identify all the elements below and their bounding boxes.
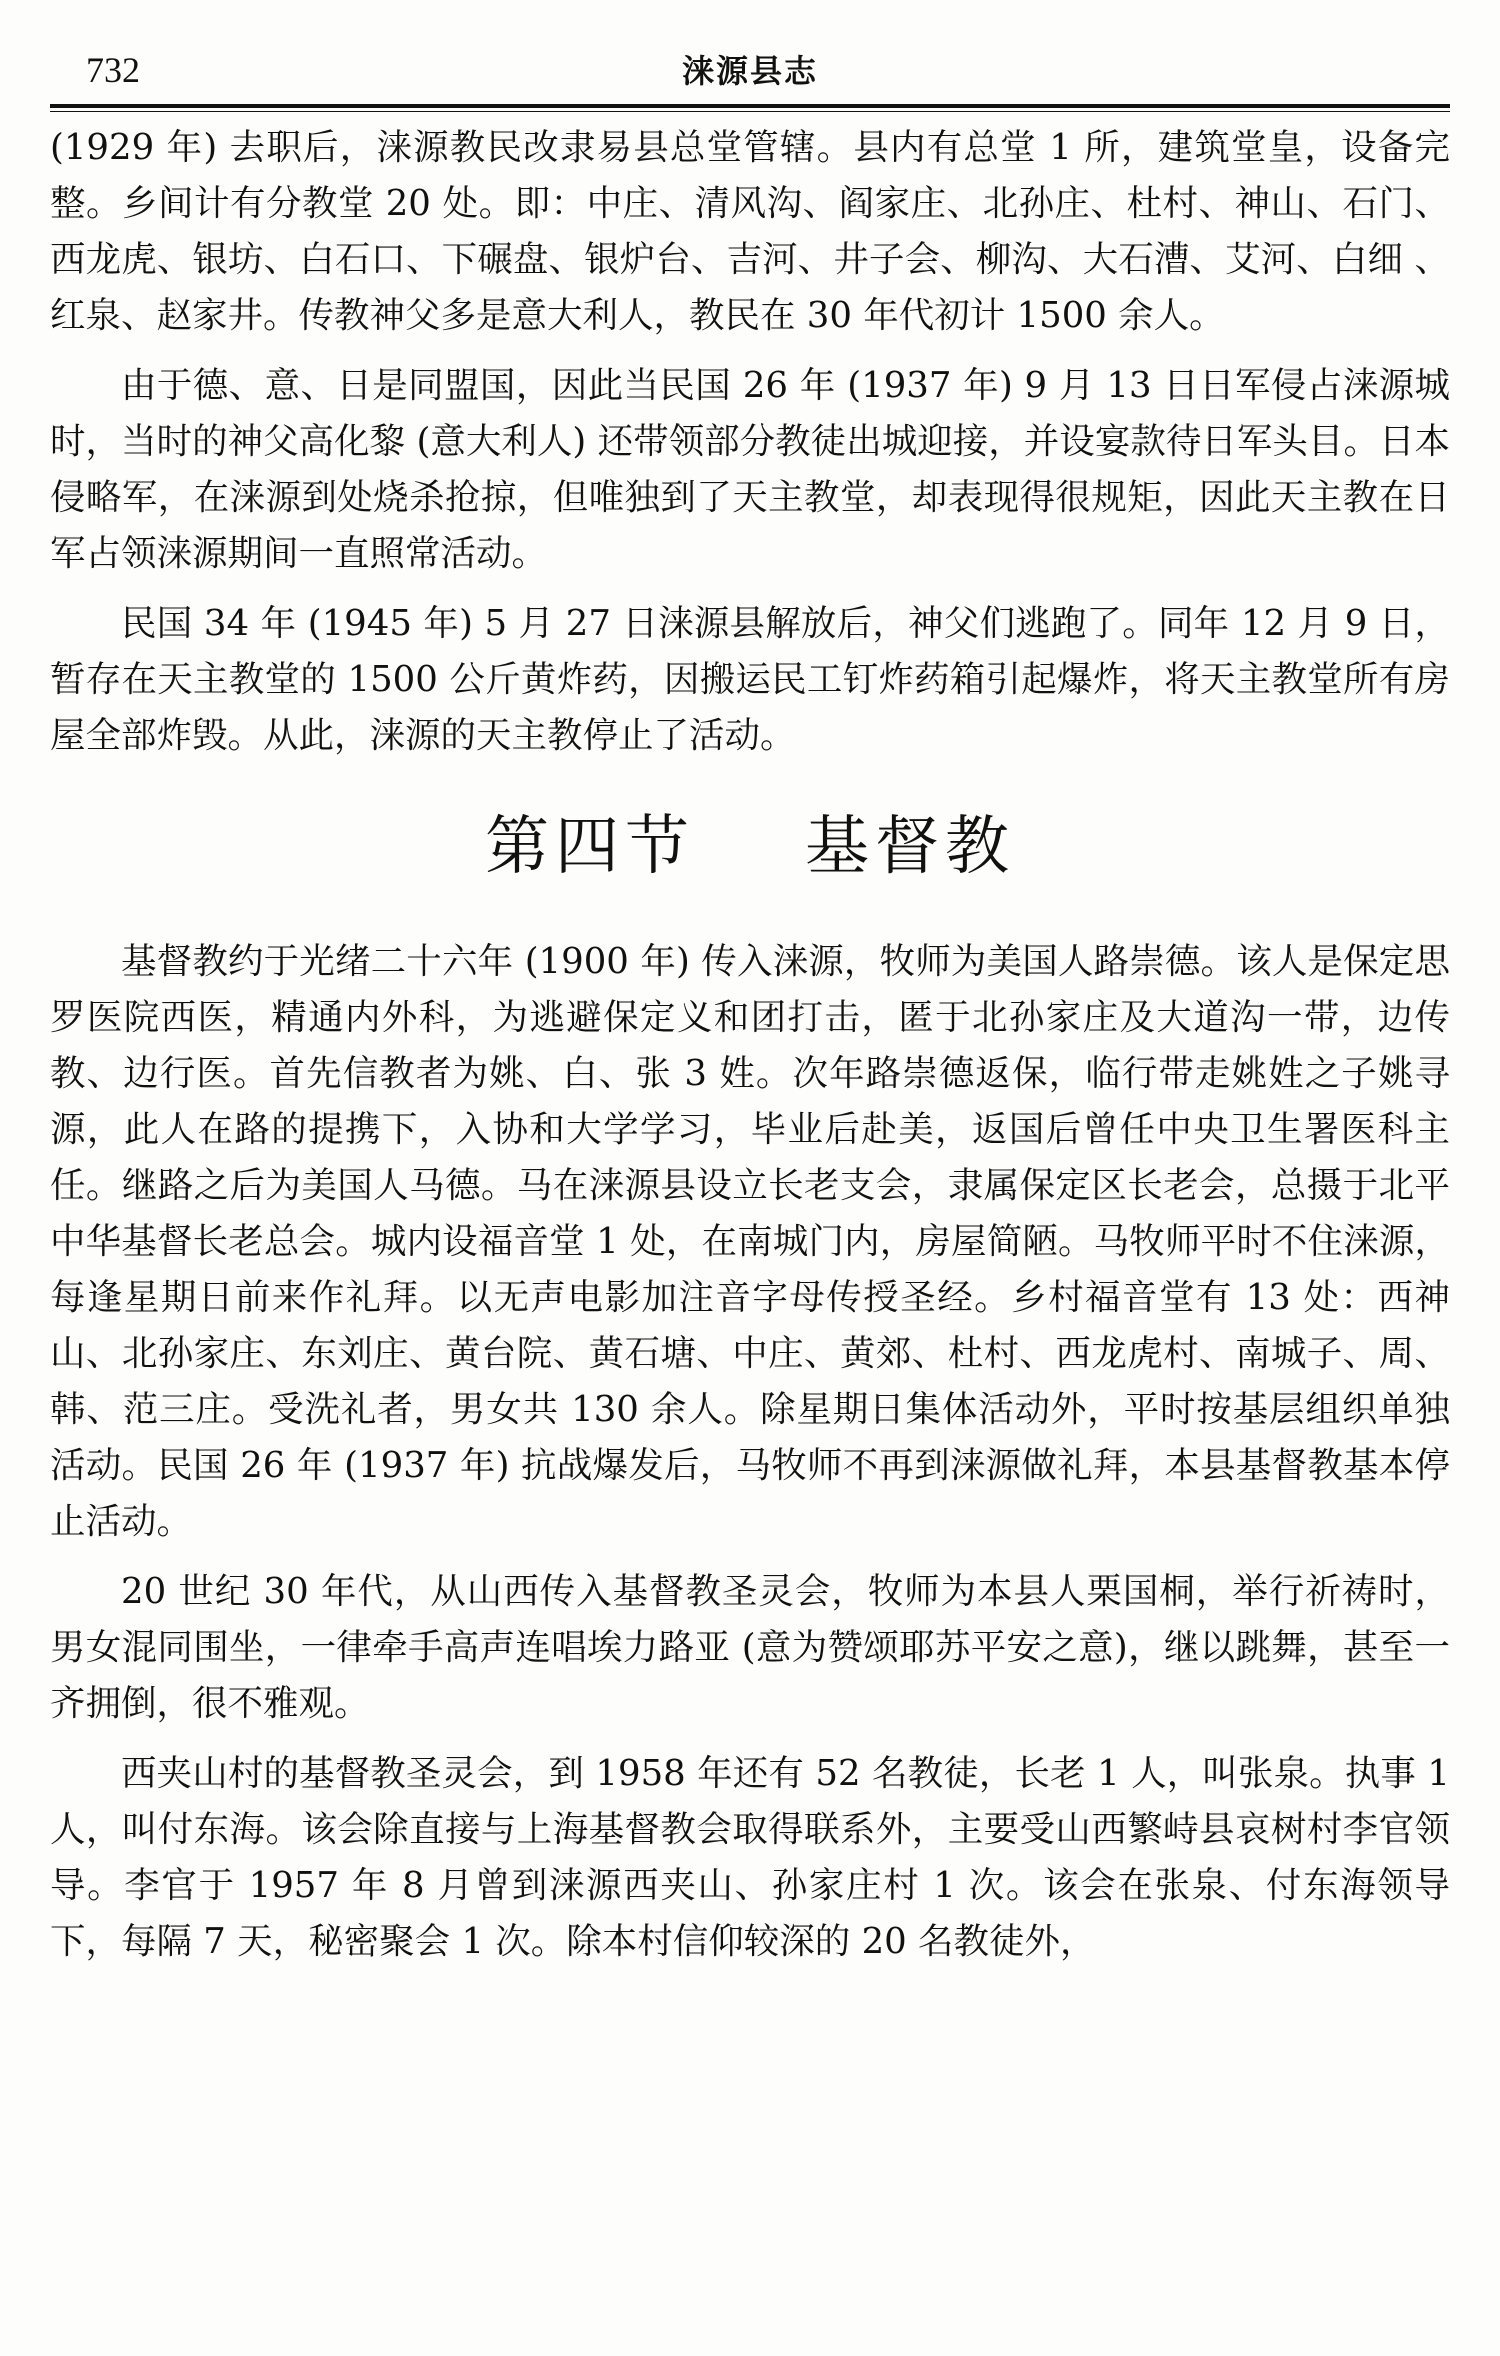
header-rule-thin — [50, 111, 1450, 112]
paragraph: 由于德、意、日是同盟国，因此当民国 26 年 (1937 年) 9 月 13 日日军侵占涞源城时，当时的神父高化黎 (意大利人) 还带领部分教徒出城迎接，并设宴款待日军头目。日本侵略军，在涞源到处烧杀抢掠，但唯独到了天主教堂，却表现得很规矩，因此天主教在日军占领涞源期间一直照常活动。 — [50, 365, 1450, 574]
section-number: 第四节 — [485, 810, 695, 884]
paragraph: 20 世纪 30 年代，从山西传入基督教圣灵会，牧师为本县人栗国桐，举行祈祷时，男女混同围坐，一律牵手高声连唱埃力路亚 (意为赞颂耶苏平安之意)，继以跳舞，甚至一齐拥倒，很不雅观。 — [50, 1571, 1450, 1724]
section-name: 基督教 — [805, 810, 1015, 884]
paragraph: 西夹山村的基督教圣灵会，到 1958 年还有 52 名教徒，长老 1 人，叫张泉。执事 1 人，叫付东海。该会除直接与上海基督教会取得联系外，主要受山西繁峙县哀树村李官领导。李官于 1957 年 8 月曾到涞源西夹山、孙家庄村 1 次。该会在张泉、付东海领导下，每隔 7 天，秘密聚会 1 次。除本村信仰较深的 20 名教徒外， — [50, 1753, 1450, 1962]
header-rule-thick — [50, 104, 1450, 108]
paragraph-continued: (1929 年) 去职后，涞源教民改隶易县总堂管辖。县内有总堂 1 所，建筑堂皇，设备完整。乡间计有分教堂 20 处。即：中庄、清风沟、阎家庄、北孙庄、杜村、神山、石门、西龙虎、银坊、白石口、下碾盘、银炉台、吉河、井子会、柳沟、大石漕、艾河、白细 、红泉、赵家井。传教神父多是意大利人，教民在 30 年代初计 1500 余人。 — [50, 127, 1450, 336]
page-body — [50, 120, 1450, 1970]
running-header — [50, 44, 1450, 104]
running-title: 涞源县志 — [681, 52, 818, 90]
section-heading — [50, 764, 1450, 934]
paragraph: 基督教约于光绪二十六年 (1900 年) 传入涞源，牧师为美国人路崇德。该人是保定思罗医院西医，精通内外科，为逃避保定义和团打击，匿于北孙家庄及大道沟一带，边传教、边行医。首先信教者为姚、白、张 3 姓。次年路崇德返保，临行带走姚姓之子姚寻源，此人在路的提携下，入协和大学学习，毕业后赴美，返国后曾任中央卫生署医科主任。继路之后为美国人马德。马在涞源县设立长老支会，隶属保定区长老会，总摄于北平中华基督长老总会。城内设福音堂 1 处，在南城门内，房屋简陋。马牧师平时不住涞源，每逢星期日前来作礼拜。以无声电影加注音字母传授圣经。乡村福音堂有 13 处：西神山、北孙家庄、东刘庄、黄台院、黄石塘、中庄、黄郊、杜村、西龙虎村、南城子、周、韩、范三庄。受洗礼者，男女共 130 余人。除星期日集体活动外，平时按基层组织单独活动。民国 26 年 (1937 年) 抗战爆发后，马牧师不再到涞源做礼拜，本县基督教基本停止活动。 — [50, 941, 1450, 1542]
paragraph: 民国 34 年 (1945 年) 5 月 27 日涞源县解放后，神父们逃跑了。同年 12 月 9 日，暂存在天主教堂的 1500 公斤黄炸药，因搬运民工钉炸药箱引起爆炸，将天主教堂所有房屋全部炸毁。从此，涞源的天主教停止了活动。 — [50, 603, 1450, 756]
page-number: 732 — [86, 50, 140, 90]
